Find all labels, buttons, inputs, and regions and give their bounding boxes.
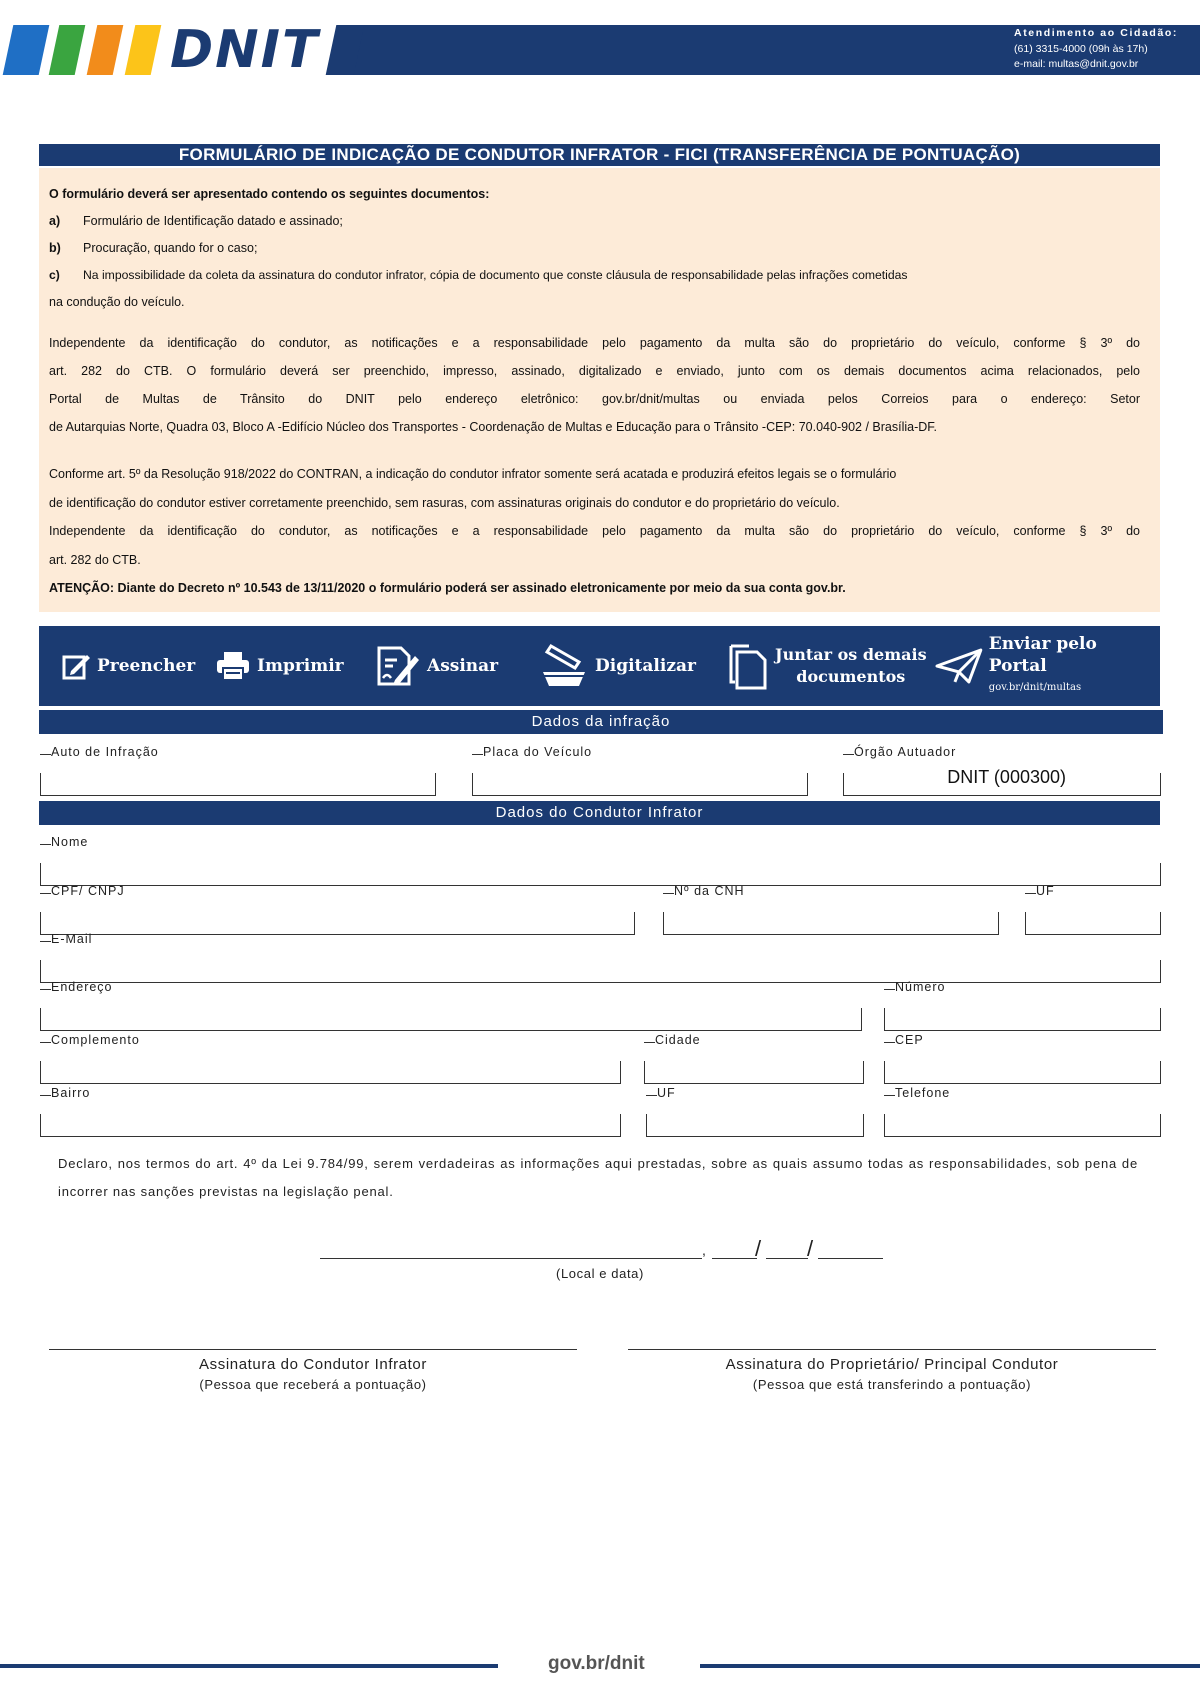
- field-label: E-Mail: [51, 932, 93, 946]
- step-label: Imprimir: [257, 656, 344, 676]
- step-send: [935, 626, 1160, 706]
- address-input[interactable]: [40, 1008, 862, 1031]
- driver-signature-title: Assinatura do Condutor Infrator: [199, 1356, 427, 1373]
- step-label: Digitalizar: [595, 656, 696, 676]
- list-item: a) Formulário de Identificação datado e assinado;: [49, 214, 343, 228]
- logo-stripe-orange: [87, 25, 124, 75]
- field-label: Telefone: [895, 1086, 951, 1100]
- sign-document-icon: [375, 646, 421, 686]
- uf2-input[interactable]: [646, 1114, 864, 1137]
- paragraph-line: de identificação do condutor estiver corretamente preenchido, sem rasuras, com assinaturas originais do condutor e do proprietário do veículo.: [49, 496, 840, 510]
- section-driver-title: Dados do Condutor Infrator: [39, 801, 1160, 825]
- district-input[interactable]: [40, 1114, 621, 1137]
- scanner-icon: [539, 642, 589, 690]
- footer-url[interactable]: gov.br/dnit: [548, 1653, 645, 1674]
- uf2-field[interactable]: [646, 1086, 864, 1136]
- field-label: Complemento: [51, 1033, 140, 1047]
- year-line[interactable]: [818, 1258, 883, 1259]
- uf-field[interactable]: [1025, 884, 1161, 934]
- logo-stripe-green: [49, 25, 86, 75]
- complement-input[interactable]: [40, 1061, 621, 1084]
- header-contact-bar: [345, 25, 1200, 75]
- phone-input[interactable]: [884, 1114, 1161, 1137]
- agency-value: DNIT (000300): [947, 767, 1066, 787]
- field-label: Nº da CNH: [674, 884, 745, 898]
- field-label: Cidade: [655, 1033, 701, 1047]
- section-infraction-title: Dados da infração: [39, 710, 1163, 734]
- step-label: Assinar: [427, 656, 499, 676]
- field-label: Órgão Autuador: [854, 745, 957, 759]
- step-label: Preencher: [97, 656, 196, 676]
- list-item-continuation: na condução do veículo.: [49, 295, 185, 309]
- steps-bar: [39, 626, 1160, 706]
- paragraph-line: Independente da identificação do condutor, as notificações e a responsabilidade pelo pagamento da multa são do proprietário do veículo, conforme § 3º do: [49, 524, 1140, 538]
- field-label: Auto de Infração: [51, 745, 159, 759]
- field-label: Placa do Veículo: [483, 745, 593, 759]
- send-icon: [935, 646, 983, 686]
- field-label: Nome: [51, 835, 89, 849]
- month-line[interactable]: [766, 1258, 808, 1259]
- owner-signature-title: Assinatura do Proprietário/ Principal Condutor: [725, 1356, 1059, 1373]
- instructions-box: [39, 168, 1160, 612]
- dnit-logo: DNIT: [170, 20, 320, 80]
- contact-phone: (61) 3315-4000 (09h às 17h): [1014, 42, 1148, 55]
- date-slash: /: [755, 1236, 762, 1261]
- cnh-field[interactable]: [663, 884, 999, 934]
- number-field[interactable]: [884, 980, 1161, 1030]
- step-sign: [375, 626, 498, 706]
- paragraph-line: art. 282 do CTB.: [49, 553, 141, 567]
- field-label: CEP: [895, 1033, 924, 1047]
- footer-divider-right: [700, 1664, 1200, 1668]
- printer-icon: [215, 650, 251, 682]
- phone-field[interactable]: [884, 1086, 1161, 1136]
- cep-field[interactable]: [884, 1033, 1161, 1083]
- list-item: c) Na impossibilidade da coleta da assinatura do condutor infrator, cópia de documento que conste cláusula de responsabilidade pelas infrações cometidas: [49, 268, 908, 282]
- paragraph-line: art. 282 do CTB. O formulário deverá ser preenchido, impresso, assinado, digitalizado e enviado, junto com os demais documentos acima relacionados, pelo: [49, 364, 1140, 378]
- agency-field[interactable]: [843, 745, 1161, 795]
- list-item: b) Procuração, quando for o caso;: [49, 241, 258, 255]
- city-input[interactable]: [644, 1061, 864, 1084]
- contact-title: Atendimento ao Cidadão:: [1014, 27, 1178, 39]
- contact-info: [1014, 26, 1178, 73]
- step-print: [215, 626, 344, 706]
- date-slash: /: [807, 1236, 814, 1261]
- number-input[interactable]: [884, 1008, 1161, 1031]
- portal-url: gov.br/dnit/multas: [988, 682, 1082, 693]
- date-separator: ,: [702, 1242, 706, 1258]
- cpf-cnpj-field[interactable]: [40, 884, 635, 934]
- district-field[interactable]: [40, 1086, 621, 1136]
- footer-divider-left: [0, 1664, 498, 1668]
- driver-signature-line[interactable]: [49, 1349, 577, 1350]
- instructions-intro: O formulário deverá ser apresentado contendo os seguintes documentos:: [49, 187, 490, 201]
- paragraph-line: Portal de Multas de Trânsito do DNIT pelo endereço eletrônico: gov.br/dnit/multas ou enviada pelos Correios para o endereço: Setor: [49, 392, 1140, 406]
- email-field[interactable]: [40, 932, 1161, 982]
- name-field[interactable]: [40, 835, 1161, 885]
- auto-infracao-field[interactable]: [40, 745, 436, 795]
- field-label: CPF/ CNPJ: [51, 884, 125, 898]
- edit-icon: [61, 651, 91, 681]
- field-label: UF: [657, 1086, 676, 1100]
- declaration-text: Declaro, nos termos do art. 4º da Lei 9.784/99, serem verdadeiras as informações aqui prestadas, sobre as quais assumo todas as responsabilidades, sob pena de incorrer nas sanções previstas na legislação penal.: [58, 1156, 1138, 1199]
- step-label: Enviar pelo Portal gov.br/dnit/multas: [989, 633, 1160, 699]
- step-attach: [727, 626, 927, 706]
- field-label: Bairro: [51, 1086, 91, 1100]
- paragraph-line: Independente da identificação do condutor, as notificações e a responsabilidade pelo pagamento da multa são do proprietário do veículo, conforme § 3º do: [49, 336, 1140, 350]
- form-title: FORMULÁRIO DE INDICAÇÃO DE CONDUTOR INFRATOR - FICI (TRANSFERÊNCIA DE PONTUAÇÃO): [39, 144, 1160, 166]
- name-input[interactable]: [40, 863, 1161, 886]
- attention-note: ATENÇÃO: Diante do Decreto nº 10.543 de 13/11/2020 o formulário poderá ser assinado eletronicamente por meio da sua conta gov.br.: [49, 581, 846, 595]
- step-fill: [61, 626, 195, 706]
- owner-signature-line[interactable]: [628, 1349, 1156, 1350]
- cep-input[interactable]: [884, 1061, 1161, 1084]
- day-line[interactable]: [712, 1258, 757, 1259]
- city-field[interactable]: [644, 1033, 864, 1083]
- vehicle-plate-input[interactable]: [472, 773, 808, 796]
- vehicle-plate-field[interactable]: [472, 745, 808, 795]
- field-label: UF: [1036, 884, 1055, 898]
- logo-stripe-blue: [3, 25, 50, 75]
- place-date-caption: (Local e data): [556, 1266, 644, 1281]
- paragraph-line: de Autarquias Norte, Quadra 03, Bloco A -Edifício Núcleo dos Transportes - Coordenação de Multas e Educação para o Trânsito -CEP: 70.040-902 / Brasília-DF.: [49, 420, 937, 434]
- address-field[interactable]: [40, 980, 862, 1030]
- paragraph-line: Conforme art. 5º da Resolução 918/2022 do CONTRAN, a indicação do condutor infrator somente será acatada e produzirá efeitos legais se o formulário: [49, 467, 897, 481]
- contact-email[interactable]: e-mail: multas@dnit.gov.br: [1014, 58, 1139, 70]
- complement-field[interactable]: [40, 1033, 621, 1083]
- place-line[interactable]: [320, 1258, 702, 1259]
- owner-signature-note: (Pessoa que está transferindo a pontuação): [752, 1377, 1032, 1392]
- field-label: Número: [895, 980, 946, 994]
- driver-signature-note: (Pessoa que receberá a pontuação): [199, 1377, 427, 1392]
- step-label: Juntar os demais documentos: [775, 645, 927, 686]
- auto-infracao-input[interactable]: [40, 773, 436, 796]
- documents-icon: [727, 642, 769, 690]
- field-label: Endereço: [51, 980, 113, 994]
- logo-stripe-yellow: [125, 25, 162, 75]
- step-scan: [539, 626, 696, 706]
